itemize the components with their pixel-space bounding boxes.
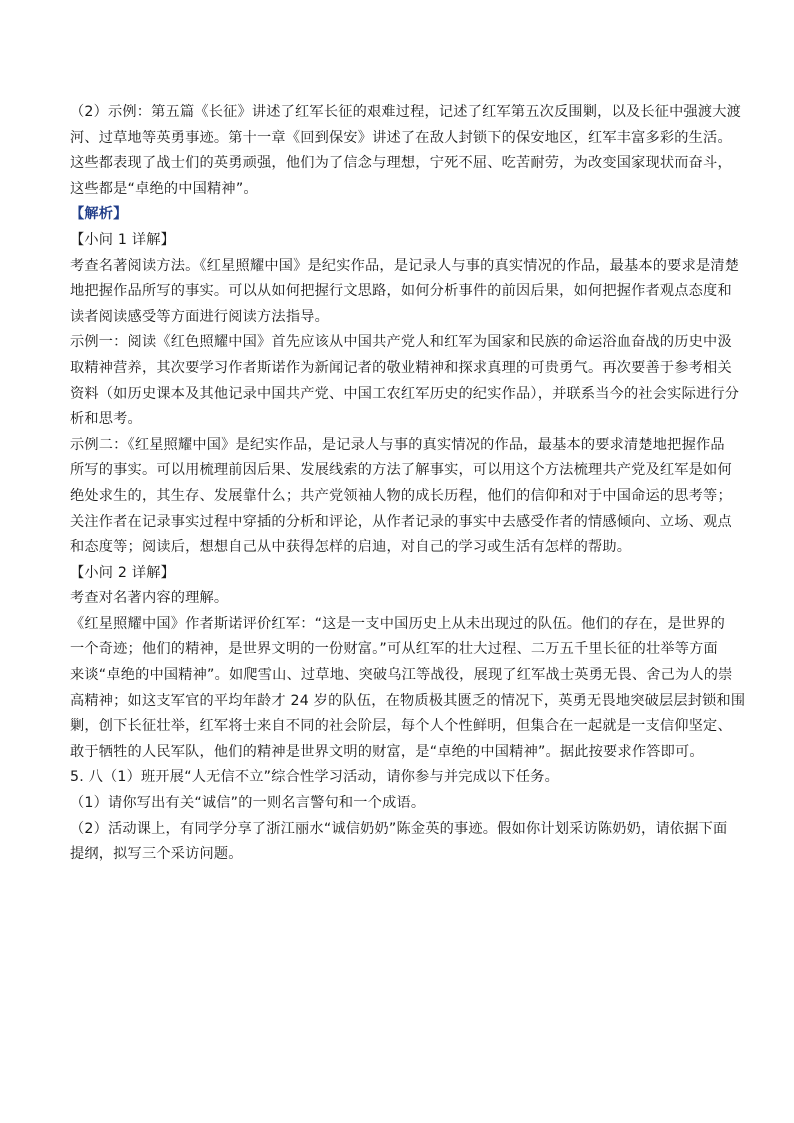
answer-2-line-3: 这些都表现了战士们的英勇顽强，他们为了信念与理想，宁死不屈、吃苦耐劳，为改变国家现状而奋斗， — [70, 155, 732, 172]
question-5-part-1: （1）请你写出有关“诚信”的一则名言警句和一个成语。 — [70, 795, 426, 812]
sub1-example2-line-1: 示例二：《红星照耀中国》是纪实作品，是记录人与事的真实情况的作品，最基本的要求清楚地把握作品 — [70, 436, 725, 453]
sub1-intro-line-3: 读者阅读感受等方面进行阅读方法指导。 — [70, 308, 329, 325]
sub2-body-line-3: 来谈“卓绝的中国精神”。如爬雪山、过草地、突破乌江等战役，展现了红军战士英勇无畏、舍己为人的崇 — [70, 667, 733, 684]
sub2-body-line-5: 剿，创下长征壮举，红军将士来自不同的社会阶层，每个人个性鲜明，但集合在一起就是一支信仰坚定、 — [70, 718, 732, 735]
sub2-body-line-2: 一个奇迹；他们的精神，是世界文明的一份财富。”可从红军的壮大过程、二万五千里长征的壮举等方面 — [70, 641, 718, 658]
sub1-intro-line-2: 地把握作品所写的事实。可以从如何把握行文思路，如何分析事件的前因后果，如何把握作者观点态度和 — [70, 283, 732, 300]
sub1-example2-line-3: 绝处求生的，其生存、发展靠什么；共产党领袖人物的成长历程，他们的信仰和对于中国命运的思考等； — [70, 487, 732, 504]
sub2-heading: 【小问 2 详解】 — [70, 564, 175, 581]
sub1-intro-line-1: 考查名著阅读方法。《红星照耀中国》是纪实作品，是记录人与事的真实情况的作品，最基本的要求是清楚 — [70, 257, 740, 274]
question-5-part-2-line-2: 提纲，拟写三个采访问题。 — [70, 846, 243, 863]
sub1-example2-line-4: 关注作者在记录事实过程中穿插的分析和评论，从作者记录的事实中去感受作者的情感倾向、立场、观点 — [70, 513, 732, 530]
sub2-body-line-4: 高精神；如这支军官的平均年龄才 24 岁的队伍，在物质极其匮乏的情况下，英勇无畏地突破层层封锁和围 — [70, 692, 746, 709]
sub1-example2-line-2: 所写的事实。可以用梳理前因后果、发展线索的方法了解事实，可以用这个方法梳理共产党及红军是如何 — [70, 462, 732, 479]
sub1-example1-line-3: 资料（如历史课本及其他记录中国共产党、中国工农红军历史的纪实作品），并联系当今的社会实际进行分 — [70, 385, 740, 402]
answer-2-line-2: 河、过草地等英勇事迹。第十一章《回到保安》讲述了在敌人封锁下的保安地区，红军丰富多彩的生活。 — [70, 129, 732, 146]
sub2-body-line-1: 《红星照耀中国》作者斯诺评价红军：“这是一支中国历史上从未出现过的队伍。他们的存在，是世界的 — [70, 615, 725, 632]
sub1-example1-line-2: 取精神营养，其次要学习作者斯诺作为新闻记者的敬业精神和探求真理的可贵勇气。再次要善于参考相关 — [70, 359, 732, 376]
sub2-intro: 考查对名著内容的理解。 — [70, 590, 229, 607]
sub1-example2-line-5: 和态度等；阅读后，想想自己从中获得怎样的启迪，对自己的学习或生活有怎样的帮助。 — [70, 539, 632, 556]
sub2-body-line-6: 敢于牺牲的人民军队，他们的精神是世界文明的财富，是“卓绝的中国精神”。据此按要求作答即可。 — [70, 743, 704, 760]
document-content — [70, 102, 746, 870]
sub1-example1-line-4: 析和思考。 — [70, 411, 142, 428]
question-5-part-2-line-1: （2）活动课上，有同学分享了浙江丽水“诚信奶奶”陈金英的事迹。假如你计划采访陈奶奶，请依据下面 — [70, 820, 728, 837]
analysis-heading: 【解析】 — [70, 206, 128, 223]
answer-2-line-4: 这些都是“卓绝的中国精神”。 — [70, 180, 258, 197]
question-5: 5. 八（1）班开展“人无信不立”综合性学习活动，请你参与并完成以下任务。 — [70, 769, 559, 786]
answer-2-line-1: （2）示例：第五篇《长征》讲述了红军长征的艰难过程，记述了红军第五次反围剿，以及长征中强渡大渡 — [70, 104, 742, 120]
sub1-heading: 【小问 1 详解】 — [70, 231, 175, 248]
sub1-example1-line-1: 示例一：阅读《红色照耀中国》首先应该从中国共产党人和红军为国家和民族的命运浴血奋战的历史中汲 — [70, 334, 732, 351]
